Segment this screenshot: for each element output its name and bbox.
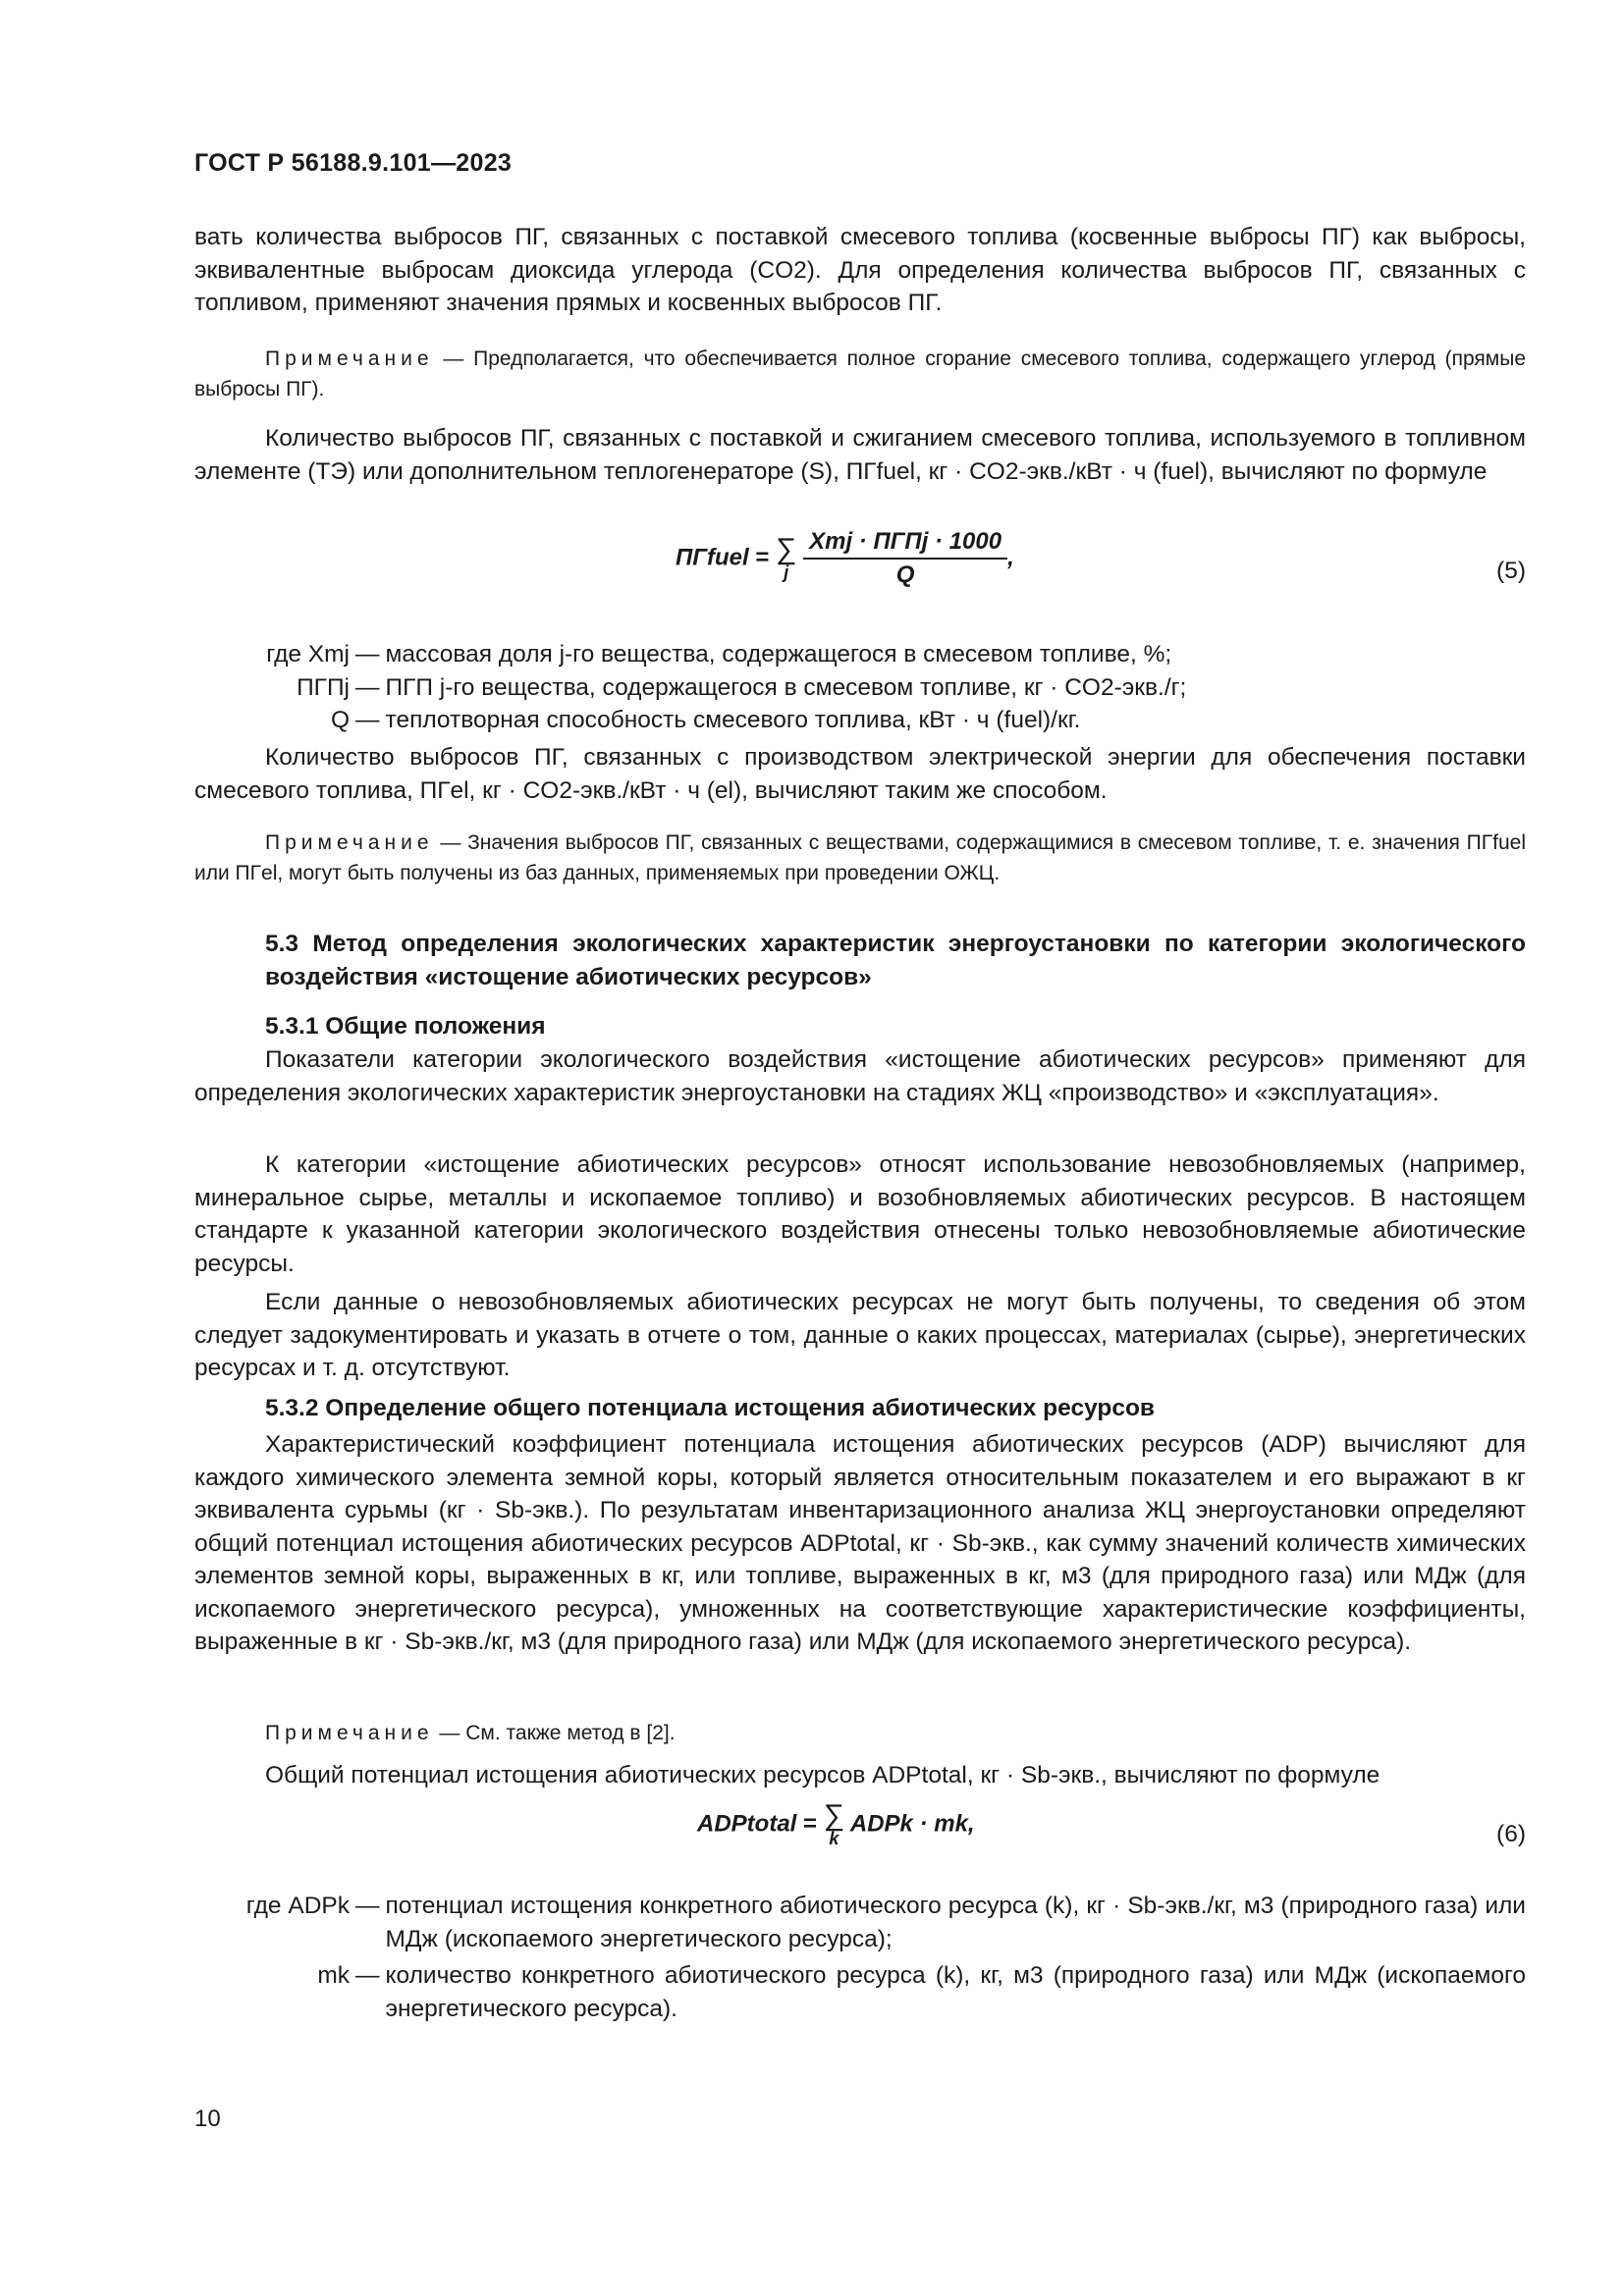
note-text: — Предполагается, что обеспечивается полное сгорание смесевого топлива, содержащего углерод (прямые выбросы ПГ). <box>194 347 1526 400</box>
formula-5-number: (5) <box>1496 558 1526 584</box>
note-3 <box>194 1718 1526 1748</box>
paragraph-1: вать количества выбросов ПГ, связанных с поставкой смесевого топлива (косвенные выбросы ПГ) как выбросы, эквивалентные выбросам диоксида углерода (CO2). Для определения количества выбросов ПГ, связанных с топливом, применяют значения прямых и косвенных выбросов ПГ. <box>194 224 1526 316</box>
sum-index: k <box>829 1829 839 1848</box>
page-number: 10 <box>194 2106 221 2132</box>
note-1 <box>194 344 1526 404</box>
formula-6-rhs: ADPk · mk, <box>849 1810 975 1838</box>
note-label: Примечание <box>265 831 434 854</box>
note-label: Примечание <box>265 1722 434 1744</box>
paragraph-2: Количество выбросов ПГ, связанных с поставкой и сжиганием смесевого топлива, используемого в топливном элементе (ТЭ) или дополнительном теплогенераторе (S), ПГfuel, кг · CO2-экв./кВт · ч (fuel), вычисляют по формуле <box>194 425 1526 485</box>
formula-5-lhs: ПГfuel <box>676 544 749 571</box>
formula-5-fraction <box>803 528 1007 589</box>
definition-row: mk — количество конкретного абиотического ресурса (k), кг, м3 (природного газа) или МДж (ископаемого энергетического ресурса). <box>194 1959 1526 2025</box>
definition-term: где Xmj <box>266 641 350 667</box>
paragraph-8: Общий потенциал истощения абиотических ресурсов ADPtotal, кг · Sb-экв., вычисляют по формуле <box>265 1762 1380 1789</box>
paragraph-4: Показатели категории экологического воздействия «истощение абиотических ресурсов» применяют для определения экологических характеристик энергоустановки на стадиях ЖЦ «производство» и «эксплуатация». <box>194 1046 1526 1106</box>
formula-6-lhs: ADPtotal <box>697 1810 797 1838</box>
definition-text: потенциал истощения конкретного абиотического ресурса (k), кг · Sb-экв./кг, м3 (природного газа) или МДж (ископаемого энергетического ресурса); <box>385 1893 1526 1952</box>
note-text: — Значения выбросов ПГ, связанных с веществами, содержащимися в смесевом топливе, т. е. значения ПГfuel или ПГel, могут быть получены из баз данных, применяемых при проведении ОЖЦ. <box>194 831 1526 884</box>
formula-6: ADPtotal = ∑ k ADPk · mk, <box>697 1799 975 1848</box>
paragraph-5: К категории «истощение абиотических ресурсов» относят использование невозобновляемых (например, минеральное сырье, металлы и ископаемое топливо) и возобновляемых абиотических ресурсов. В настоящем стандарте к указанной категории экологического воздействия отнесены только невозобновляемые абиотические ресурсы. <box>194 1151 1526 1277</box>
definitions-6 <box>194 1890 1526 2025</box>
formula-6-number: (6) <box>1496 1821 1526 1847</box>
definition-term: Q <box>330 707 350 733</box>
definition-row: где ADPk — потенциал истощения конкретного абиотического ресурса (k), кг · Sb-экв./кг, м3 (природного газа) или МДж (ископаемого энергетического ресурса); <box>194 1890 1526 1955</box>
formula-5: ПГfuel = ∑ j $\frac{\text{Xmj · ПГПj · 1000}}{Q}$ , <box>676 528 1014 588</box>
subsection-heading-5-3-2: 5.3.2 Определение общего потенциала истощения абиотических ресурсов <box>265 1395 1155 1421</box>
definition-term: mk <box>317 1962 350 1989</box>
formula-5-numerator: Xmj · ПГПj · 1000 <box>803 528 1007 560</box>
definition-term: где ADPk <box>245 1893 350 1919</box>
document-header: ГОСТ Р 56188.9.101—2023 <box>194 149 513 177</box>
sum-index: j <box>784 562 789 582</box>
subsection-heading-5-3-1: 5.3.1 Общие положения <box>265 1013 546 1040</box>
paragraph-3: Количество выбросов ПГ, связанных с производством электрической энергии для обеспечения поставки смесевого топлива, ПГel, кг · CO2-экв./кВт · ч (el), вычисляют таким же способом. <box>194 744 1526 804</box>
definitions-5 <box>194 638 1526 737</box>
definition-text: массовая доля j-го вещества, содержащегося в смесевом топливе, %; <box>385 641 1172 667</box>
paragraph-7: Характеристический коэффициент потенциала истощения абиотических ресурсов (ADP) вычисляют для каждого химического элемента земной коры, который является относительным показателем и его выражают в кг эквивалента сурьмы (кг · Sb-экв.). По результатам инвентаризационного анализа ЖЦ энергоустановки определяют общий потенциал истощения абиотических ресурсов ADPtotal, кг · Sb-экв., как сумму значений количеств химических элементов земной коры, выраженных в кг, или топливе, выраженных в кг, м3 (для природного газа) или МДж (для ископаемого энергетического ресурса), умноженных на соответствующие характеристические коэффициенты, выраженные в кг · Sb-экв./кг, м3 (для природного газа) или МДж (для ископаемого энергетического ресурса). <box>194 1431 1526 1655</box>
note-label: Примечание <box>265 347 434 370</box>
formula-5-denominator: Q <box>895 561 915 588</box>
definition-row: ПГПj — ПГП j-го вещества, содержащегося в смесевом топливе, кг · CO2-экв./г; <box>194 671 1526 705</box>
definition-text: теплотворная способность смесевого топлива, кВт · ч (fuel)/кг. <box>385 707 1081 733</box>
section-heading-5-3: 5.3 Метод определения экологических характеристик энергоустановки по категории экологического воздействия «истощение абиотических ресурсов» <box>265 931 1526 990</box>
note-text: — См. также метод в [2]. <box>433 1722 676 1744</box>
definition-row: Q — теплотворная способность смесевого топлива, кВт · ч (fuel)/кг. <box>194 704 1526 737</box>
paragraph-6: Если данные о невозобновляемых абиотических ресурсах не могут быть получены, то сведения об этом следует задокументировать и указать в отчете о том, данные о каких процессах, материалах (сырье), энергетических ресурсах и т. д. отсутствуют. <box>194 1289 1526 1381</box>
definition-row: где Xmj — массовая доля j-го вещества, содержащегося в смесевом топливе, %; <box>194 638 1526 671</box>
definition-text: ПГП j-го вещества, содержащегося в смесевом топливе, кг · CO2-экв./г; <box>385 673 1187 701</box>
sum-symbol: ∑ j <box>776 533 797 582</box>
note-2 <box>194 828 1526 888</box>
sum-symbol: ∑ k <box>823 1799 845 1848</box>
definition-term: ПГПj <box>297 673 350 701</box>
definition-text: количество конкретного абиотического ресурса (k), кг, м3 (природного газа) или МДж (ископаемого энергетического ресурса). <box>385 1962 1526 2022</box>
